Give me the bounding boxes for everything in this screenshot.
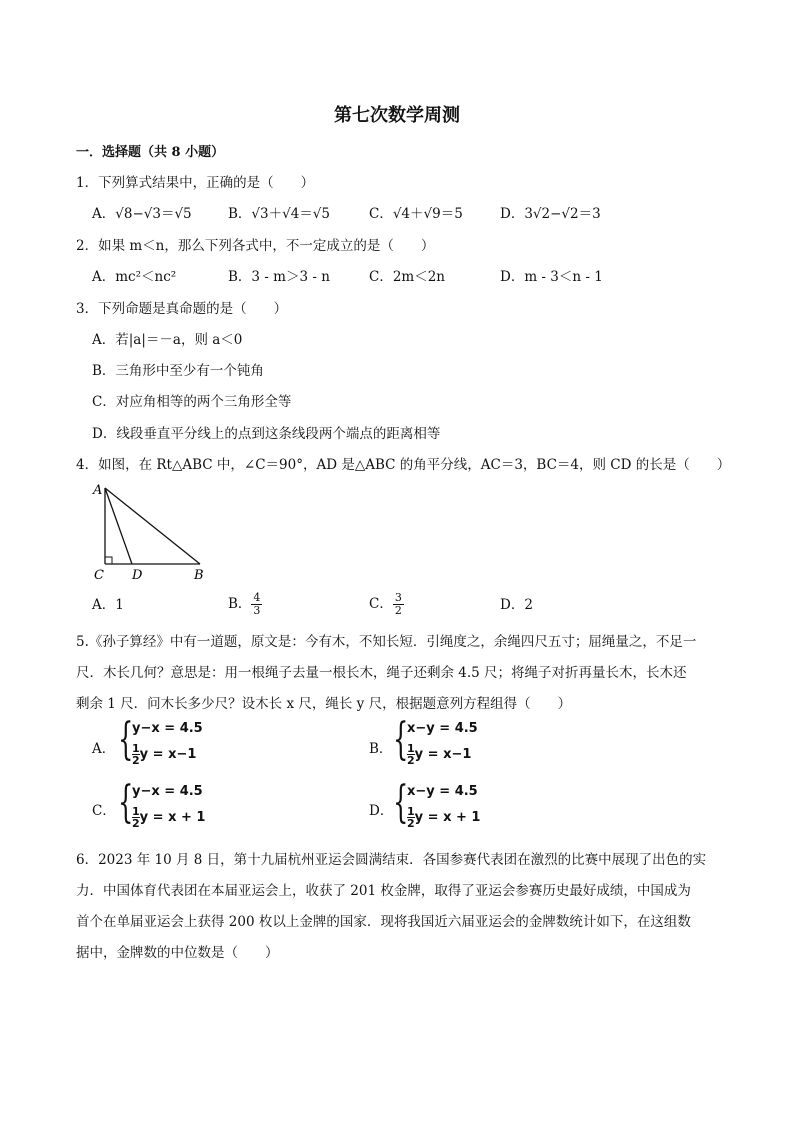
q5-option-c-label[interactable]: C． [92, 803, 116, 819]
section-heading: 一．选择题（共 8 小题） [76, 145, 225, 160]
q4-option-b[interactable] [228, 588, 262, 620]
q5-option-c-system[interactable]: { y−x = 4.5 $\frac{1}{2}$ y = x + 1 [118, 777, 206, 830]
fraction-3-2: $\frac{3}{2}$ [394, 591, 402, 617]
page-title: 第七次数学周测 [334, 105, 460, 126]
label-c: C [94, 568, 104, 583]
question-6-line-3: 首个在单届亚运会上获得 200 枚以上金牌的国家．现将我国近六届亚运会的金牌数统计如下，在这组数 [76, 914, 691, 930]
question-5-line-1: 5.《孙子算经》中有一道题，原文是：今有木，不知长短．引绳度之，余绳四尺五寸；屈绳量之，不足一 [76, 634, 697, 650]
q2-option-b[interactable]: B．3 - m＞3 - n [228, 269, 330, 285]
q3-option-b[interactable]: B．三角形中至少有一个钝角 [92, 363, 264, 379]
right-angle-mark [105, 557, 112, 564]
question-6-line-1: 6．2023 年 10 月 8 日，第十九届杭州亚运会圆满结束．各国参赛代表团在激烈的比赛中展现了出色的实 [76, 852, 707, 868]
question-6-line-4: 据中，金牌数的中位数是（ ） [76, 945, 279, 961]
q4-option-a[interactable]: A．1 [92, 597, 124, 613]
q5-option-b-system[interactable]: { x−y = 4.5 $\frac{1}{2}$ y = x−1 [393, 714, 478, 767]
q1-option-a[interactable]: A．√8−√3＝√5 [92, 206, 192, 222]
q4-option-b-label: B． [228, 596, 252, 612]
q3-option-d[interactable]: D．线段垂直平分线上的点到这条线段两个端点的距离相等 [92, 426, 441, 442]
q1-option-b[interactable]: B．√3＋√4＝√5 [228, 206, 330, 222]
q3-option-a[interactable]: A．若|a|＝－a，则 a＜0 [92, 332, 243, 348]
q4-option-d[interactable]: D．2 [500, 597, 533, 613]
question-5-line-3: 剩余 1 尺．问木长多少尺？设木长 x 尺，绳长 y 尺，根据题意列方程组得（ ） [76, 696, 572, 712]
question-4-stem: 4．如图，在 Rt△ABC 中，∠C＝90°，AD 是△ABC 的角平分线，AC＝3，BC＝4，则 CD 的长是（ ） [76, 457, 731, 473]
question-5-line-2: 尺．木长几何？意思是：用一根绳子去量一根长木，绳子还剩余 4.5 尺；将绳子对折再量长木，长木还 [76, 665, 687, 681]
label-b: B [194, 568, 204, 583]
question-2-stem: 2．如果 m＜n，那么下列各式中，不一定成立的是（ ） [76, 238, 435, 254]
q2-option-c[interactable]: C．2m＜2n [369, 269, 446, 285]
q5-option-b-label[interactable]: B． [369, 741, 393, 757]
q5-option-d-system[interactable]: { x−y = 4.5 $\frac{1}{2}$ y = x + 1 [393, 777, 481, 830]
q2-option-a[interactable]: A．mc²＜nc² [92, 269, 177, 285]
q5-option-a-system[interactable]: { y−x = 4.5 $\frac{1}{2}$ y = x−1 [118, 714, 203, 767]
question-6-line-2: 力．中国体育代表团在本届亚运会上，收获了 201 枚金牌，取得了亚运会参赛历史最好成绩，中国成为 [76, 883, 691, 899]
fraction-4-3: $\frac{4}{3}$ [253, 591, 261, 617]
q1-option-d[interactable]: D．3√2−√2＝3 [500, 206, 601, 222]
triangle-figure [88, 480, 218, 585]
q4-option-c[interactable] [369, 588, 404, 620]
question-1-stem: 1．下列算式结果中，正确的是（ ） [76, 175, 315, 191]
q5-option-a-label[interactable]: A． [92, 741, 116, 757]
q1-option-c[interactable]: C．√4＋√9＝5 [369, 206, 463, 222]
q2-option-d[interactable]: D．m - 3＜n - 1 [500, 269, 603, 285]
q5-option-d-label[interactable]: D． [369, 803, 394, 819]
question-3-stem: 3．下列命题是真命题的是（ ） [76, 301, 288, 317]
side-ab [105, 488, 200, 564]
label-d: D [132, 568, 143, 583]
q3-option-c[interactable]: C．对应角相等的两个三角形全等 [92, 394, 292, 410]
label-a: A [93, 483, 103, 498]
q4-option-c-label: C． [369, 596, 393, 612]
